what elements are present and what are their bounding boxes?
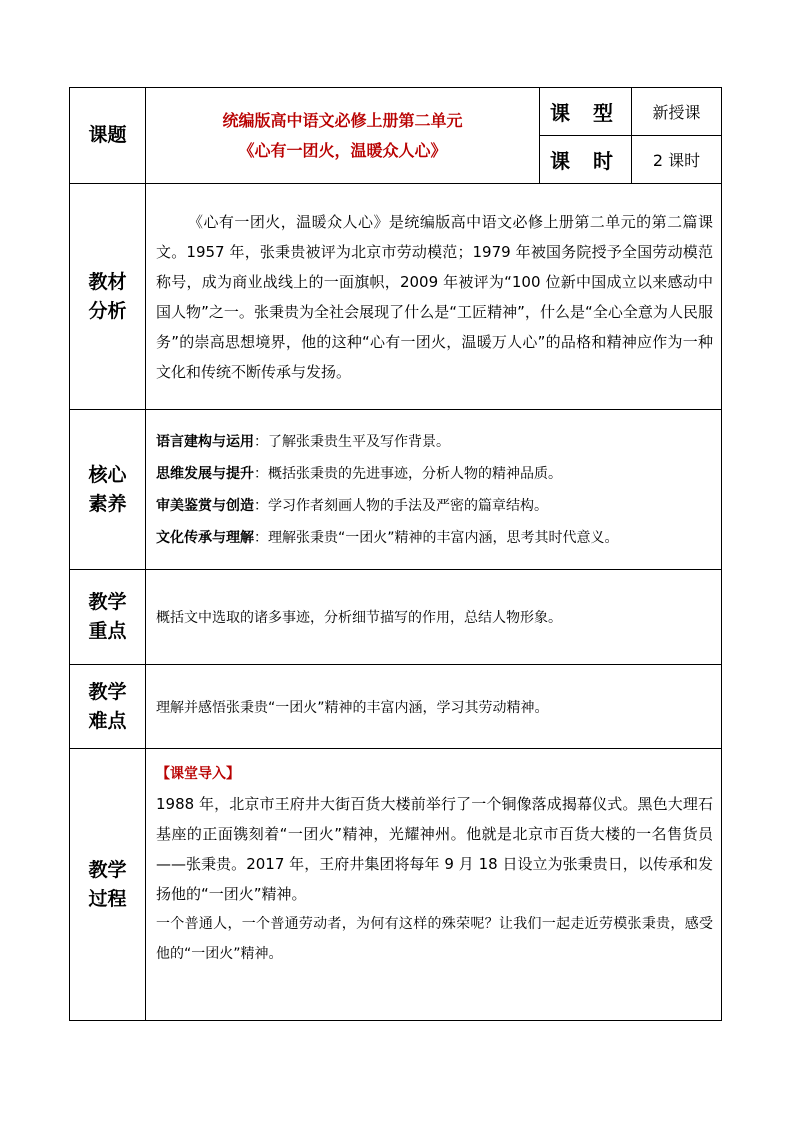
process-paragraph: 一个普通人，一个普通劳动者，为何有这样的殊荣呢？让我们一起走近劳模张秉贵，感受他的“一团火”精神。 <box>156 916 713 962</box>
lesson-title-line2: 《心有一团火，温暖众人心》 <box>238 140 447 160</box>
topic-label: 课题 <box>70 88 146 184</box>
lesson-title-line1: 统编版高中语文必修上册第二单元 <box>222 110 463 130</box>
process-label: 教学 过程 <box>70 749 146 1021</box>
lesson-title <box>146 88 540 184</box>
process-heading: 【课堂导入】 <box>156 766 240 782</box>
difficulty-label: 教学 难点 <box>70 665 146 749</box>
analysis-label: 教材 分析 <box>70 184 146 410</box>
lesson-plan-table <box>69 87 722 1021</box>
key-points-label: 教学 重点 <box>70 570 146 665</box>
difficulty-text: 理解并感悟张秉贵“一团火”精神的丰富内涵，学习其劳动精神。 <box>146 665 722 749</box>
core-item: 语言建构与运用：了解张秉贵生平及写作背景。 <box>156 433 450 450</box>
lesson-type-label: 课 型 <box>540 88 632 136</box>
analysis-content <box>146 184 722 410</box>
lesson-hours-label: 课 时 <box>540 136 632 184</box>
process-content <box>146 749 722 1021</box>
lesson-type-value: 新授课 <box>632 88 722 136</box>
core-label: 核心 素养 <box>70 410 146 570</box>
key-points-text: 概括文中选取的诸多事迹，分析细节描写的作用，总结人物形象。 <box>146 570 722 665</box>
core-item: 审美鉴赏与创造：学习作者刻画人物的手法及严密的篇章结构。 <box>156 497 548 514</box>
lesson-hours-value: 2 课时 <box>632 136 722 184</box>
core-item: 思维发展与提升：概括张秉贵的先进事迹，分析人物的精神品质。 <box>156 465 562 482</box>
process-paragraph: 1988 年，北京市王府井大街百货大楼前举行了一个铜像落成揭幕仪式。黑色大理石基座的正面镌刻着“一团火”精神，光耀神州。他就是北京市百货大楼的一名售货员——张秉贵。2017 年，王府井集团将每年 9 月 18 日设立为张秉贵日，以传承和发扬他的“一团火”精神。 <box>156 795 713 903</box>
core-content <box>146 410 722 570</box>
core-item: 文化传承与理解：理解张秉贵“一团火”精神的丰富内涵，思考其时代意义。 <box>156 529 619 546</box>
analysis-text: 《心有一团火，温暖众人心》是统编版高中语文必修上册第二单元的第二篇课文。1957 年，张秉贵被评为北京市劳动模范；1979 年被国务院授予全国劳动模范称号，成为商业战线上的一面旗帜，2009 年被评为“100 位新中国成立以来感动中国人物”之一。张秉贵为全社会展现了什么是“工匠精神”，什么是“全心全意为人民服务”的崇高思想境界，他的这种“心有一团火，温暖万人心”的品格和精神应作为一种文化和传统不断传承与发扬。 <box>156 212 713 381</box>
